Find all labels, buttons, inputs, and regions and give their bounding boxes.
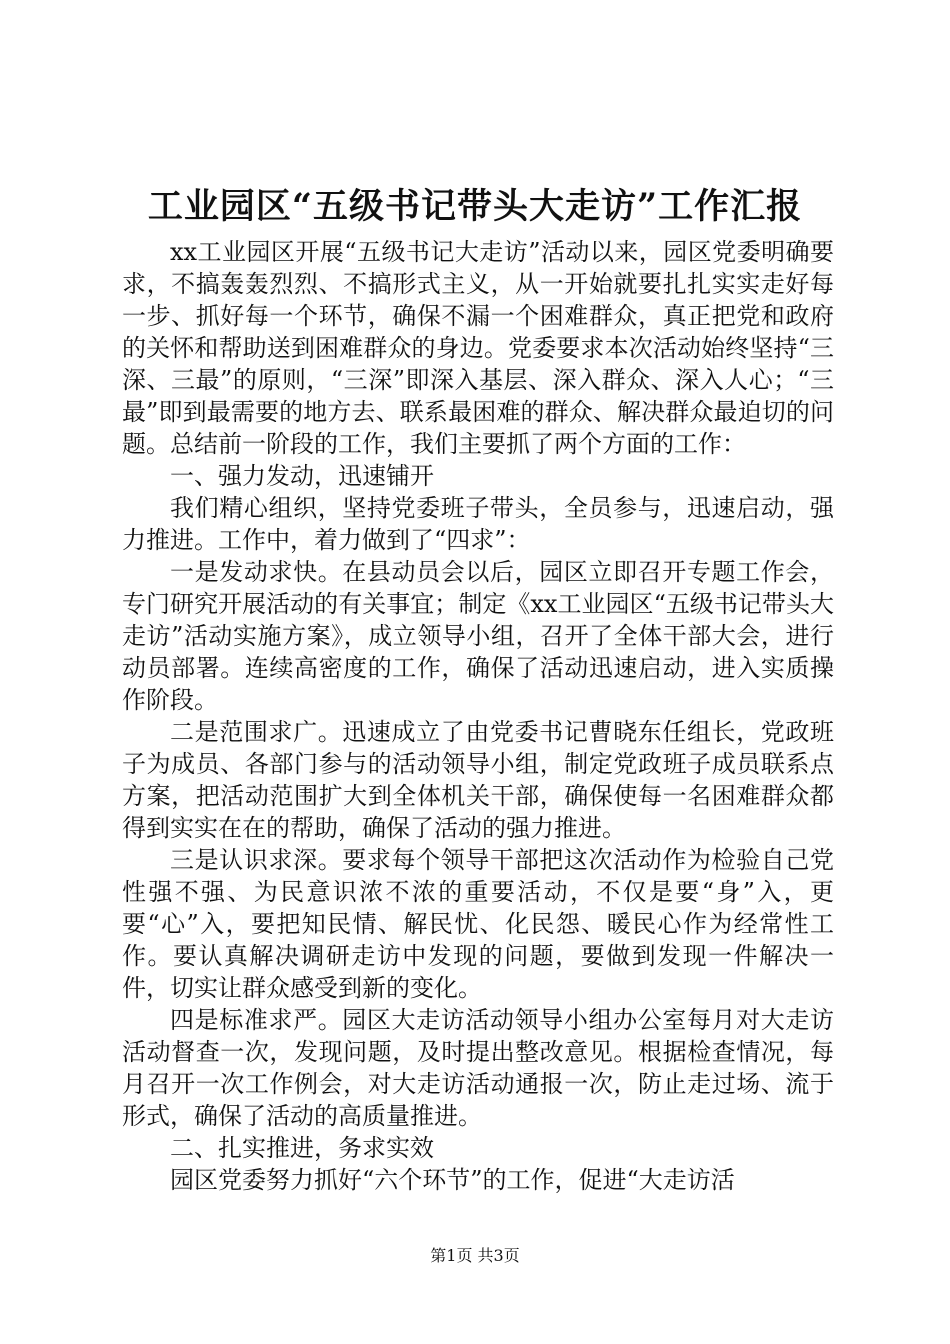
paragraph: xx工业园区开展“五级书记大走访”活动以来，园区党委明确要求，不搞轰轰烈烈、不搞形式主义，从一开始就要扎扎实实走好每一步、抓好每一个环节，确保不漏一个困难群众，真正把党和政府的关怀和帮助送到困难群众的身边。党委要求本次活动始终坚持“三深、三最”的原则，“三深”即深入基层、深入群众、深入人心；“三最”即到最需要的地方去、联系最困难的群众、解决群众最迫切的问题。总结前一阶段的工作，我们主要抓了两个方面的工作： — [122, 238, 834, 458]
section-heading: 一、强力发动，迅速铺开 — [170, 462, 434, 490]
paragraph: 我们精心组织，坚持党委班子带头，全员参与，迅速启动，强力推进。工作中，着力做到了“四求”： — [122, 494, 834, 554]
paragraph: 二是范围求广。迅速成立了由党委书记曹晓东任组长，党政班子为成员、各部门参与的活动领导小组，制定党政班子成员联系点方案，把活动范围扩大到全体机关干部，确保使每一名困难群众都得到实实在在的帮助，确保了活动的强力推进。 — [122, 718, 834, 842]
paragraph: 一是发动求快。在县动员会以后，园区立即召开专题工作会，专门研究开展活动的有关事宜；制定《xx工业园区“五级书记带头大走访”活动实施方案》，成立领导小组，召开了全体干部大会，进行动员部署。连续高密度的工作，确保了活动迅速启动，进入实质操作阶段。 — [122, 558, 834, 714]
paragraph: 三是认识求深。要求每个领导干部把这次活动作为检验自己党性强不强、为民意识浓不浓的重要活动，不仅是要“身”入，更要“心”入，要把知民情、解民忧、化民怨、暖民心作为经常性工作。要认真解决调研走访中发现的问题，要做到发现一件解决一件，切实让群众感受到新的变化。 — [122, 846, 834, 1002]
paragraph: 四是标准求严。园区大走访活动领导小组办公室每月对大走访活动督查一次，发现问题，及时提出整改意见。根据检查情况，每月召开一次工作例会，对大走访活动通报一次，防止走过场、流于形式，确保了活动的高质量推进。 — [122, 1006, 834, 1130]
document-title: 工业园区“五级书记带头大走访”工作汇报 — [147, 186, 803, 227]
document-body — [122, 236, 834, 1196]
section-heading: 二、扎实推进，务求实效 — [170, 1134, 434, 1162]
paragraph: 园区党委努力抓好“六个环节”的工作，促进“大走访活 — [170, 1166, 735, 1194]
page-footer: 第1页 共3页 — [430, 1246, 520, 1265]
